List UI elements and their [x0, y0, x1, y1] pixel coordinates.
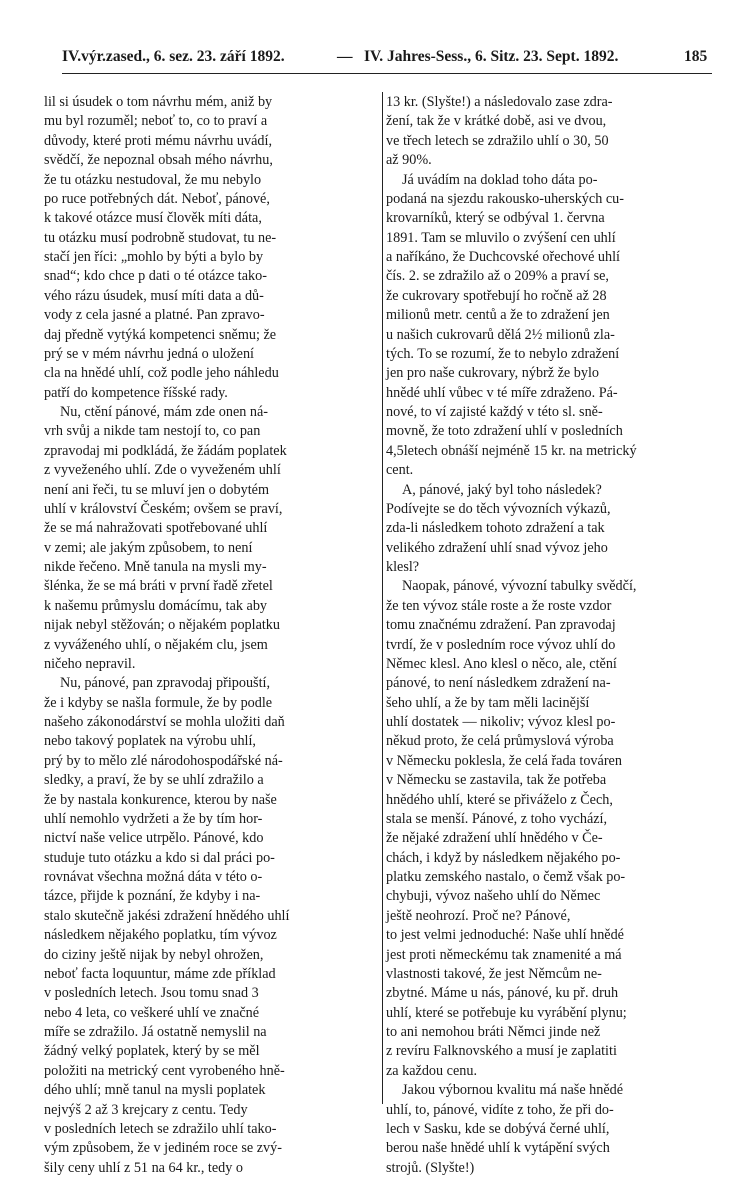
text-line: A, pánové, jaký byl toho následek? — [402, 481, 602, 498]
text-line: Němec klesl. Ano klesl o něco, ale, ctění — [386, 655, 617, 672]
text-line: chybuji, vývoz našeho uhlí do Němec — [386, 888, 601, 905]
text-line: krovarníků, který se odbýval 1. června — [386, 210, 605, 227]
text-line: nejvýš 2 až 3 krejcary z centu. Tedy — [44, 1101, 248, 1118]
text-line: zbytné. Máme u nás, pánové, ku př. druh — [386, 985, 619, 1002]
text-line: tomu značnému zdražení. Pan zpravodaj — [386, 617, 616, 634]
text-line: našeho zákonodárství se mohla uložiti daň — [44, 714, 285, 730]
text-line: vého rázu úsudek, musí míti data a dů- — [44, 287, 264, 304]
text-line: Nu, ctění pánové, mám zde onen ná- — [60, 404, 269, 420]
text-line: k takové otázce musí člověk míti dáta, — [44, 210, 262, 227]
text-line: klesl? — [386, 559, 420, 575]
text-line: movně, že toto zdražení uhlí v posledních — [386, 423, 623, 440]
text-line: šeho uhlí, a že by tam měli lacinější — [386, 694, 590, 711]
text-line: prý se v mém návrhu jedná o uložení — [44, 345, 254, 362]
text-line: uhlí, to, pánové, vidíte z toho, že při do- — [386, 1101, 614, 1118]
text-line: nové, to ví zajisté každý v této sl. sně- — [386, 404, 603, 420]
text-line: že i kdyby se našla formule, že by podle — [44, 694, 273, 711]
text-line: hnědé uhlí vůbec v té míře zdraženo. Pá- — [386, 384, 618, 401]
text-line: daj předně vytýká kompetenci sněmu; že — [44, 326, 277, 343]
text-line: 13 kr. (Slyšte!) a následovalo zase zdra- — [386, 94, 613, 110]
text-line: následkem nějakého poplatku, tím vývoz — [44, 927, 277, 944]
text-line: šlénka, že se má bráti v první řadě zřetel — [44, 578, 273, 595]
text-line: jen pro naše cukrovary, nýbrž že bylo — [386, 365, 599, 382]
text-line: neboť facta loquuntur, máme zde příklad — [44, 965, 276, 982]
text-line: to ani nemohou bráti Němci jinde než — [386, 1024, 601, 1040]
text-line: položiti na metrický cent vyrobeného hně- — [44, 1062, 285, 1079]
text-line: uhlí v království Českém; ovšem se praví, — [44, 500, 283, 517]
text-line: nebo 4 leta, co veškeré uhlí ve značné — [44, 1004, 260, 1021]
text-line: z vyváženého uhlí, o nějakém clu, jsem — [44, 636, 268, 653]
text-line: 1891. Tam se mluvilo o zvýšení cen uhlí — [386, 229, 616, 246]
text-line: uhlí nemohlo vydržeti a že by tím hor- — [44, 810, 263, 827]
text-line: v zemi; ale jakým způsobem, to není — [44, 539, 253, 556]
left-column — [44, 93, 374, 1178]
text-line: patří do kompetence říšské rady. — [44, 384, 228, 401]
text-line: z vyveženého uhlí. Zde o vyveženém uhlí — [44, 462, 281, 479]
text-line: Podívejte se do těch vývozních výkazů, — [386, 500, 611, 517]
text-line: snad“; kdo chce p dati o té otázce tako- — [44, 268, 267, 285]
text-line: v Německu poklesla, že celá řada továren — [386, 752, 622, 769]
text-line: za každou cenu. — [386, 1062, 477, 1079]
column-divider — [382, 92, 383, 1104]
text-line: uhlí, které se potřebuje ku vyrábění plynu; — [386, 1004, 627, 1021]
header-german: IV. Jahres-Sess., 6. Sitz. 23. Sept. 1892. — [364, 48, 619, 65]
text-line: žádný velký poplatek, který by se měl — [44, 1043, 260, 1060]
text-line: mu byl rozuměl; neboť to, co to praví a — [44, 113, 268, 130]
text-line: chách, i když by následkem nějakého po- — [386, 849, 621, 866]
text-line: dého uhlí; mně tanul na mysli poplatek — [44, 1082, 266, 1099]
text-line: u našich cukrovarů dělá 2½ milionů zla- — [386, 326, 615, 343]
text-line: to jest velmi jednoduché: Naše uhlí hnědé — [386, 927, 624, 944]
text-line: nictví naše velice utrpělo. Pánové, kdo — [44, 830, 264, 847]
text-line: cla na hnědé uhlí, což podle jeho náhledu — [44, 365, 279, 382]
text-line: hnědého uhlí, které se přiváželo z Čech, — [386, 791, 613, 808]
text-line: lech v Sasku, kde se dobývá černé uhlí, — [386, 1120, 610, 1137]
text-line: tázce, přijde k poznání, že kdyby i na- — [44, 888, 261, 905]
text-line: Jakou výbornou kvalitu má naše hnědé — [402, 1082, 624, 1099]
header-dash: — — [337, 48, 353, 65]
text-line: zda-li následkem tohoto zdražení a tak — [386, 520, 605, 537]
text-line: k našemu průmyslu domácímu, tak aby — [44, 597, 268, 614]
header-czech: IV.výr.zased., 6. sez. 23. září 1892. — [62, 48, 285, 65]
text-line: pánové, to není následkem zdražení na- — [386, 675, 611, 692]
text-line: uhlí dostatek — nikoliv; vývoz klesl po- — [386, 714, 616, 730]
text-line: že by nastala konkurence, kterou by naše — [44, 791, 277, 808]
text-line: ve třech letech se zdražilo uhlí o 30, 50 — [386, 132, 609, 149]
text-line: ničeho nepravil. — [44, 655, 136, 672]
text-line: v posledních letech se zdražilo uhlí tako- — [44, 1120, 277, 1137]
text-line: Nu, pánové, pan zpravodaj připouští, — [60, 675, 270, 692]
text-line: a naříkáno, že Duchcovské ořechové uhlí — [386, 249, 620, 265]
text-line: strojů. (Slyšte!) — [386, 1159, 475, 1176]
text-line: tvrdí, že v posledním roce vývoz uhlí do — [386, 636, 616, 653]
text-line: 4,5letech obnáší nejméně 15 kr. na metrický — [386, 442, 637, 459]
text-line: nijak nebyl stěžován; o nějakém poplatku — [44, 617, 280, 634]
text-line: stala se menší. Pánové, z toho vychází, — [386, 810, 608, 827]
text-line: sledky, a praví, že by se uhlí zdražilo a — [44, 772, 264, 789]
text-line: že tu otázku nestudoval, že mu nebylo — [44, 171, 262, 188]
text-line: že ten vývoz stále roste a že roste vzdor — [386, 597, 612, 614]
text-line: prý by to mělo zlé národohospodářské ná- — [44, 752, 283, 769]
text-line: v posledních letech. Jsou tomu snad 3 — [44, 985, 259, 1002]
text-line: cent. — [386, 462, 414, 479]
text-line: někud proto, že celá průmyslová výroba — [386, 733, 614, 750]
text-line: zpravodaj mi podkládá, že žádám poplatek — [44, 442, 287, 459]
text-line: Naopak, pánové, vývozní tabulky svědčí, — [402, 578, 637, 595]
text-line: milionů metr. centů a že to zdražení jen — [386, 307, 610, 324]
running-header — [62, 48, 712, 72]
text-line: studuje tuto otázku a kdo si dal práci po- — [44, 849, 275, 866]
text-line: není ani řeči, tu se mluví jen o dobytém — [44, 481, 269, 498]
text-line: berou naše hnědé uhlí k vytápění svých — [386, 1140, 610, 1157]
text-line: tých. To se rozumí, že to nebylo zdražení — [386, 345, 620, 362]
text-line: rovnávat všechna možná dáta v této o- — [44, 869, 263, 885]
text-line: stalo skutečně jakési zdražení hnědého uhlí — [44, 907, 290, 924]
text-line: po ruce potřebných dát. Neboť, pánové, — [44, 190, 270, 207]
text-line: jest proti německému tak znamenité a má — [386, 946, 622, 963]
text-line: platku zemského nastalo, o čemž však po- — [386, 869, 626, 885]
text-line: důvody, které proti mému návrhu uvádí, — [44, 132, 272, 149]
text-line: šily ceny uhlí z 51 na 64 kr., tedy o — [44, 1159, 243, 1176]
text-line: svědčí, že nepoznal obsah mého návrhu, — [44, 152, 273, 169]
text-line: z revíru Falknovského a musí je zaplatiti — [386, 1043, 617, 1060]
text-line: až 90%. — [386, 152, 432, 169]
header-rule — [62, 73, 712, 74]
text-line: vrh svůj a nikde tam nestojí to, co pan — [44, 423, 261, 440]
text-line: vody z cela jasné a platné. Pan zpravo- — [44, 307, 265, 324]
text-line: stačí jen říci: „mohlo by býti a bylo by — [44, 249, 264, 265]
text-line: čís. 2. se zdražilo až o 209% a praví se, — [386, 268, 609, 285]
text-line: velikého zdražení uhlí snad vývoz jeho — [386, 539, 608, 556]
text-line: nikde řečeno. Mně tanula na mysli my- — [44, 559, 267, 575]
text-line: ještě neohrozí. Proč ne? Pánové, — [386, 907, 571, 924]
text-line: že nějaké zdražení uhlí hnědého v Če- — [386, 830, 603, 847]
text-line: nebo takový poplatek na výrobu uhlí, — [44, 733, 256, 750]
page-number: 185 — [684, 48, 708, 65]
text-line: lil si úsudek o tom návrhu mém, aniž by — [44, 94, 273, 110]
text-line: že se má nahražovati spotřebované uhlí — [44, 520, 268, 537]
text-line: Já uvádím na doklad toho dáta po- — [402, 171, 598, 188]
text-line: že cukrovary spotřebují ho ročně až 28 — [386, 287, 607, 304]
text-line: vým způsobem, že v jediném roce se zvý- — [44, 1140, 282, 1157]
right-column — [386, 93, 712, 1178]
text-line: míře se zdražilo. Já ostatně nemyslil na — [44, 1024, 267, 1040]
text-line: do ciziny ještě nijak by nebyl ohrožen, — [44, 946, 264, 963]
text-line: podaná na sjezdu rakousko-uherských cu- — [386, 190, 624, 207]
text-line: žení, tak že v krátké době, asi ve dvou, — [386, 113, 607, 130]
text-line: v Německu se zastavila, tak že potřeba — [386, 772, 607, 789]
text-line: tu otázku musí podrobně studovat, tu ne- — [44, 229, 277, 246]
text-line: vlastnosti takové, že jest Němcům ne- — [386, 965, 602, 982]
